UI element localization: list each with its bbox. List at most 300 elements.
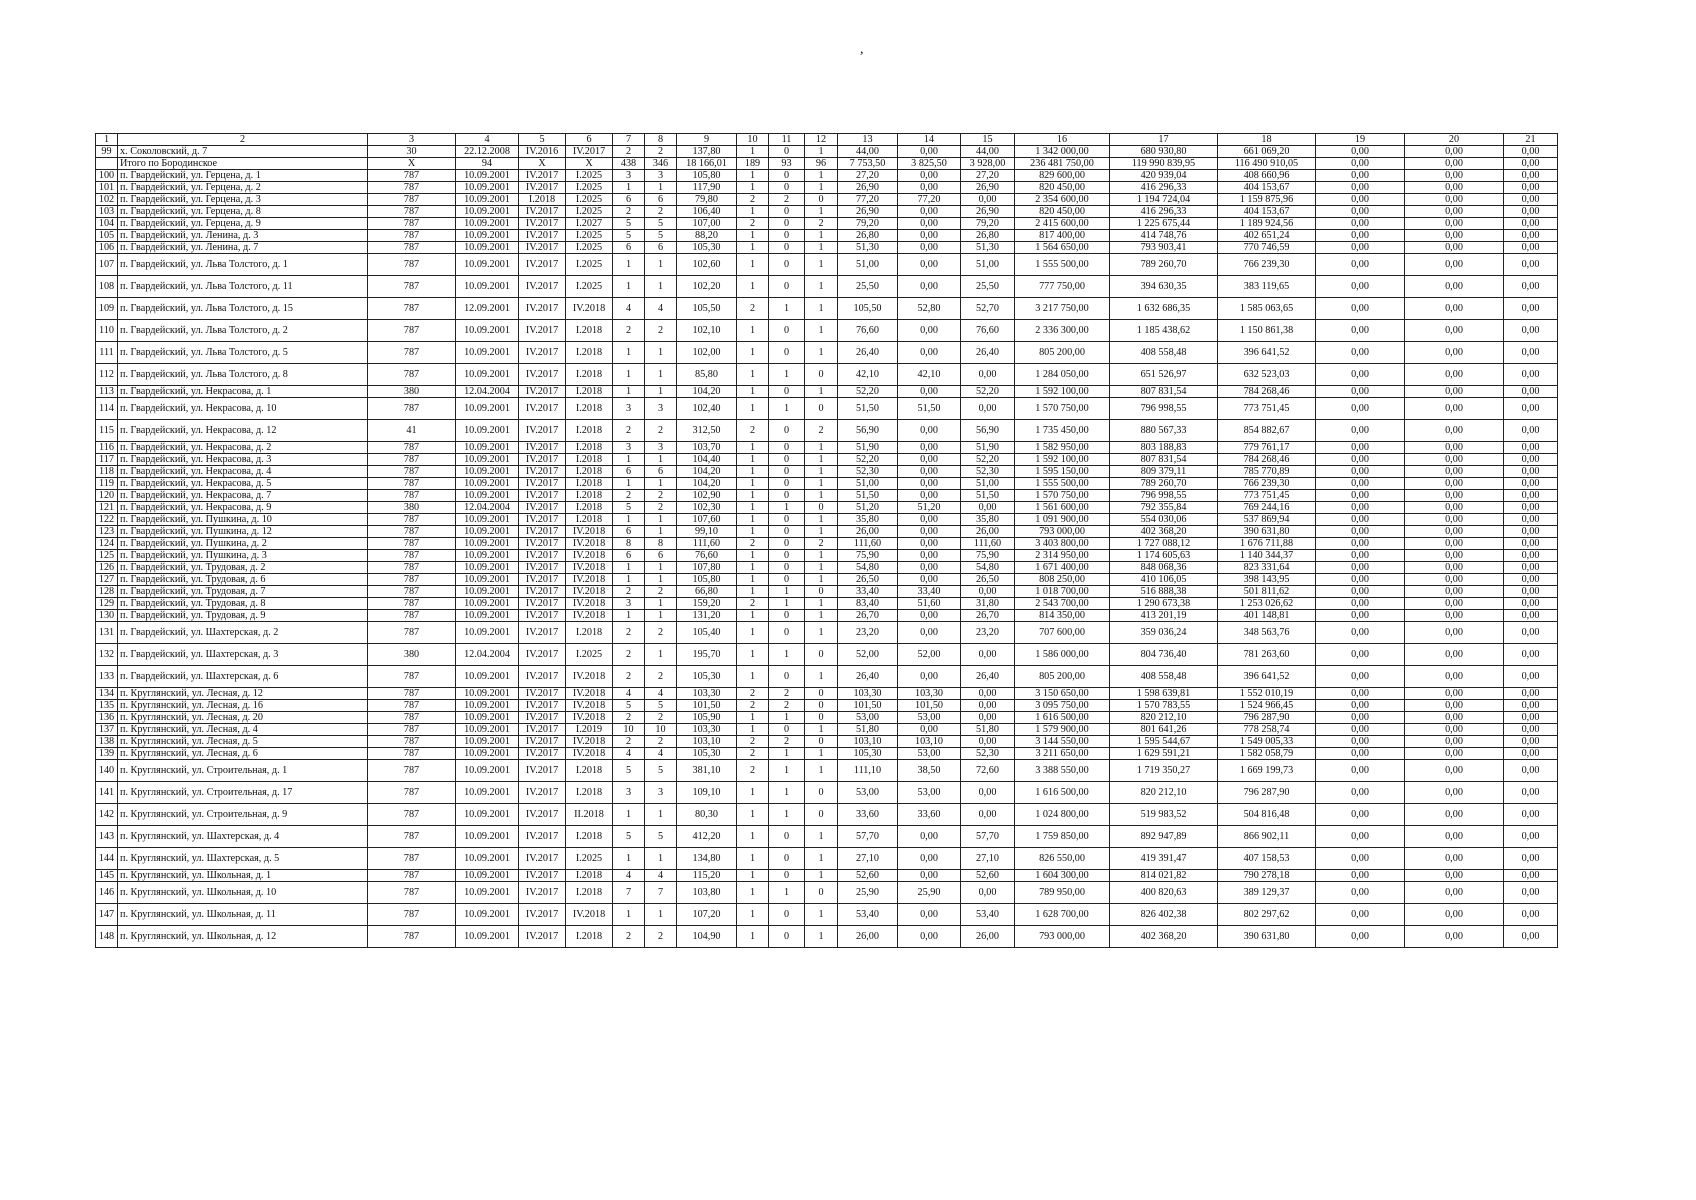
table-cell: 124 (96, 538, 118, 550)
table-cell: 1 (805, 182, 838, 194)
table-cell: 1 (645, 804, 677, 826)
table-cell: 2 (737, 700, 769, 712)
table-cell: 0,00 (1504, 364, 1558, 386)
table-cell: 787 (368, 194, 456, 206)
table-cell: 0,00 (961, 364, 1015, 386)
table-cell: 0,00 (1316, 242, 1405, 254)
table-cell: 51,50 (838, 398, 898, 420)
table-cell: 1 (805, 320, 838, 342)
table-row (96, 586, 1558, 598)
table-cell: 0,00 (1504, 882, 1558, 904)
table-cell: 778 258,74 (1218, 724, 1316, 736)
table-cell: 0,00 (1504, 610, 1558, 622)
table-cell: 6 (645, 466, 677, 478)
table-cell: 23,20 (961, 622, 1015, 644)
table-cell: 33,60 (898, 804, 961, 826)
table-cell: 787 (368, 666, 456, 688)
table-cell: 10.09.2001 (456, 170, 519, 182)
table-cell: I.2018 (566, 502, 613, 514)
table-cell: 6 (613, 242, 645, 254)
table-cell: 0,00 (1405, 724, 1504, 736)
table-cell: IV.2018 (566, 666, 613, 688)
table-row (96, 276, 1558, 298)
table-cell: 0,00 (1316, 760, 1405, 782)
table-cell: 0,00 (1405, 514, 1504, 526)
table-cell: I.2025 (566, 644, 613, 666)
address-cell: п. Круглянский, ул. Лесная, д. 6 (118, 748, 368, 760)
table-cell: 1 (737, 398, 769, 420)
column-number-cell: 15 (961, 134, 1015, 146)
table-cell: 826 550,00 (1015, 848, 1110, 870)
table-cell: 1 (645, 514, 677, 526)
table-cell: 793 000,00 (1015, 926, 1110, 948)
table-cell: 0,00 (1316, 736, 1405, 748)
table-cell: 1 (769, 804, 805, 826)
table-cell: 26,90 (838, 206, 898, 218)
table-cell: 104 (96, 218, 118, 230)
table-cell: 1 (737, 442, 769, 454)
table-cell: 51,80 (838, 724, 898, 736)
table-cell: IV.2017 (519, 562, 566, 574)
table-cell: 1 (737, 386, 769, 398)
table-cell: 113 (96, 386, 118, 398)
table-cell: 1 616 500,00 (1015, 782, 1110, 804)
table-cell: 1 (737, 622, 769, 644)
table-cell: 773 751,45 (1218, 490, 1316, 502)
table-cell: 0,00 (1504, 926, 1558, 948)
table-cell: 0,00 (1405, 712, 1504, 724)
table-cell: 789 260,70 (1110, 254, 1218, 276)
address-cell: п. Круглянский, ул. Строительная, д. 9 (118, 804, 368, 826)
table-cell: 4 (613, 298, 645, 320)
table-cell: 10.09.2001 (456, 538, 519, 550)
table-cell: 0,00 (1316, 562, 1405, 574)
table-cell: I.2025 (566, 848, 613, 870)
table-cell: 107,60 (677, 514, 737, 526)
table-cell: 1 (805, 926, 838, 948)
table-cell: 1 342 000,00 (1015, 146, 1110, 158)
table-cell: 53,40 (961, 904, 1015, 926)
table-row (96, 386, 1558, 398)
table-cell: IV.2017 (519, 182, 566, 194)
table-cell: 26,00 (961, 926, 1015, 948)
table-cell: 10.09.2001 (456, 230, 519, 242)
address-cell: п. Гвардейский, ул. Герцена, д. 2 (118, 182, 368, 194)
table-cell: 359 036,24 (1110, 622, 1218, 644)
table-cell: 1 140 344,37 (1218, 550, 1316, 562)
address-cell: п. Гвардейский, ул. Шахтерская, д. 6 (118, 666, 368, 688)
table-row (96, 926, 1558, 948)
table-cell: 2 (645, 926, 677, 948)
table-cell: 516 888,38 (1110, 586, 1218, 598)
table-cell: 808 250,00 (1015, 574, 1110, 586)
table-cell: IV.2017 (519, 870, 566, 882)
table-cell: 0,00 (1405, 254, 1504, 276)
table-cell: 10.09.2001 (456, 782, 519, 804)
table-cell: 104,20 (677, 386, 737, 398)
table-row (96, 848, 1558, 870)
table-cell: 1 (805, 610, 838, 622)
table-cell: 1 555 500,00 (1015, 254, 1110, 276)
table-row (96, 724, 1558, 736)
table-cell: 0,00 (898, 254, 961, 276)
table-cell: 10.09.2001 (456, 826, 519, 848)
table-cell: 2 (645, 206, 677, 218)
table-cell: 0,00 (1316, 826, 1405, 848)
table-cell: 1 (645, 644, 677, 666)
table-cell: 0,00 (1504, 666, 1558, 688)
table-cell: 0,00 (961, 398, 1015, 420)
table-cell: IV.2018 (566, 526, 613, 538)
table-cell: 1 595 150,00 (1015, 466, 1110, 478)
table-cell: 129 (96, 598, 118, 610)
table-cell: 10.09.2001 (456, 666, 519, 688)
table-cell: 10.09.2001 (456, 760, 519, 782)
table-cell: 0 (769, 230, 805, 242)
table-cell: 136 (96, 712, 118, 724)
address-cell: п. Круглянский, ул. Лесная, д. 20 (118, 712, 368, 724)
table-row (96, 736, 1558, 748)
table-cell: 0,00 (1504, 526, 1558, 538)
table-cell: 119 (96, 478, 118, 490)
table-cell: 236 481 750,00 (1015, 158, 1110, 170)
table-cell: 0,00 (1504, 206, 1558, 218)
table-cell: 787 (368, 490, 456, 502)
table-cell: 1 (805, 562, 838, 574)
table-cell: 0,00 (1316, 688, 1405, 700)
table-cell: 142 (96, 804, 118, 826)
table-cell: 0,00 (1405, 574, 1504, 586)
table-cell: 814 350,00 (1015, 610, 1110, 622)
table-cell: 1 570 750,00 (1015, 398, 1110, 420)
table-cell: 51,50 (961, 490, 1015, 502)
table-cell: 784 268,46 (1218, 454, 1316, 466)
table-cell: 0,00 (1504, 736, 1558, 748)
table-cell: IV.2017 (519, 466, 566, 478)
column-number-cell: 19 (1316, 134, 1405, 146)
address-cell: п. Круглянский, ул. Школьная, д. 12 (118, 926, 368, 948)
table-cell: I.2018 (566, 342, 613, 364)
table-cell: 0 (769, 926, 805, 948)
table-cell: 122 (96, 514, 118, 526)
table-cell: 0,00 (1405, 490, 1504, 502)
table-cell: 1 (737, 826, 769, 848)
table-cell: 26,90 (838, 182, 898, 194)
table-cell: 1 (769, 882, 805, 904)
table-cell: IV.2017 (519, 170, 566, 182)
table-cell: 796 287,90 (1218, 712, 1316, 724)
table-cell: 132 (96, 644, 118, 666)
table-cell: 390 631,80 (1218, 526, 1316, 538)
table-cell: 102,40 (677, 398, 737, 420)
table-cell: 1 091 900,00 (1015, 514, 1110, 526)
table-cell: 2 (737, 420, 769, 442)
table-row (96, 218, 1558, 230)
table-cell: 1 (737, 574, 769, 586)
table-cell: 0,00 (1504, 454, 1558, 466)
column-number-cell: 7 (613, 134, 645, 146)
table-cell: 38,50 (898, 760, 961, 782)
table-cell: 0,00 (961, 736, 1015, 748)
table-cell: 1 (805, 276, 838, 298)
table-cell: 0,00 (1316, 644, 1405, 666)
table-row (96, 688, 1558, 700)
table-cell: 126 (96, 562, 118, 574)
table-cell: 1 (805, 454, 838, 466)
table-cell: 0,00 (961, 712, 1015, 724)
table-cell: 189 (737, 158, 769, 170)
table-cell: 105,50 (677, 298, 737, 320)
table-cell: 787 (368, 870, 456, 882)
table-cell: IV.2018 (566, 736, 613, 748)
table-cell: 1 549 005,33 (1218, 736, 1316, 748)
table-cell: 0,00 (961, 804, 1015, 826)
table-cell: I.2018 (566, 398, 613, 420)
table-cell: 83,40 (838, 598, 898, 610)
table-row (96, 826, 1558, 848)
table-cell: 0,00 (1405, 748, 1504, 760)
table-cell: 120 (96, 490, 118, 502)
address-cell: п. Гвардейский, ул. Ленина, д. 3 (118, 230, 368, 242)
table-cell: 1 284 050,00 (1015, 364, 1110, 386)
table-cell: 0,00 (1405, 804, 1504, 826)
table-cell: 1 (805, 826, 838, 848)
table-cell: 787 (368, 466, 456, 478)
table-cell: 85,80 (677, 364, 737, 386)
table-cell: 0 (769, 276, 805, 298)
table-cell: 2 (737, 218, 769, 230)
table-cell: 106 (96, 242, 118, 254)
address-cell: х. Соколовский, д. 7 (118, 146, 368, 158)
table-cell: 10.09.2001 (456, 748, 519, 760)
table-cell: IV.2018 (566, 586, 613, 598)
table-cell: 130 (96, 610, 118, 622)
table-cell: IV.2017 (519, 904, 566, 926)
table-cell: 1 676 711,88 (1218, 538, 1316, 550)
table-cell: 10.09.2001 (456, 364, 519, 386)
table-cell: IV.2017 (519, 700, 566, 712)
table-cell: 0,00 (898, 538, 961, 550)
table-cell: 2 (645, 622, 677, 644)
table-cell: 51,00 (961, 478, 1015, 490)
table-cell: 0,00 (898, 442, 961, 454)
address-cell: Итого по Бородинское (118, 158, 368, 170)
table-row (96, 490, 1558, 502)
table-cell: 0,00 (1316, 454, 1405, 466)
table-cell: 1 592 100,00 (1015, 454, 1110, 466)
table-cell: 787 (368, 182, 456, 194)
table-cell: 105,40 (677, 622, 737, 644)
table-cell: IV.2017 (519, 276, 566, 298)
table-cell: 0,00 (1504, 622, 1558, 644)
table-row (96, 562, 1558, 574)
table-cell: 866 902,11 (1218, 826, 1316, 848)
table-cell: 504 816,48 (1218, 804, 1316, 826)
table-cell: 0,00 (898, 562, 961, 574)
table-cell: 5 (613, 218, 645, 230)
table-cell: I.2025 (566, 254, 613, 276)
table-cell: 143 (96, 826, 118, 848)
table-cell: 137,80 (677, 146, 737, 158)
table-cell: 787 (368, 622, 456, 644)
table-cell: 134,80 (677, 848, 737, 870)
table-cell: 102 (96, 194, 118, 206)
table-cell: 79,20 (961, 218, 1015, 230)
address-cell: п. Гвардейский, ул. Шахтерская, д. 3 (118, 644, 368, 666)
table-cell: 51,20 (838, 502, 898, 514)
table-cell: 2 (769, 194, 805, 206)
column-number-row (96, 134, 1558, 146)
table-cell: 0 (769, 386, 805, 398)
table-cell: 1 185 438,62 (1110, 320, 1218, 342)
table-cell: 2 (737, 748, 769, 760)
table-cell: 0,00 (1405, 420, 1504, 442)
table-cell: 796 287,90 (1218, 782, 1316, 804)
table-cell: 5 (613, 230, 645, 242)
table-cell: 0,00 (1316, 622, 1405, 644)
table-cell: 2 (737, 736, 769, 748)
table-cell: I.2025 (566, 206, 613, 218)
table-cell: 1 (769, 364, 805, 386)
table-cell: 103,80 (677, 882, 737, 904)
table-cell: 0 (805, 586, 838, 598)
table-cell: 0,00 (898, 724, 961, 736)
table-cell: 0,00 (1316, 146, 1405, 158)
table-cell: 6 (613, 194, 645, 206)
table-cell: 787 (368, 848, 456, 870)
table-cell: 10.09.2001 (456, 478, 519, 490)
table-cell: 0,00 (1316, 320, 1405, 342)
table-cell: 0,00 (1405, 562, 1504, 574)
address-cell: п. Гвардейский, ул. Герцена, д. 1 (118, 170, 368, 182)
table-cell: 12.09.2001 (456, 298, 519, 320)
table-cell: 0,00 (961, 502, 1015, 514)
table-row (96, 242, 1558, 254)
table-cell: IV.2017 (519, 478, 566, 490)
table-cell: 10.09.2001 (456, 218, 519, 230)
table-cell: 0,00 (1504, 502, 1558, 514)
table-cell: 1 (805, 598, 838, 610)
table-cell: 103,10 (838, 736, 898, 748)
address-cell: п. Круглянский, ул. Строительная, д. 1 (118, 760, 368, 782)
table-cell: 77,20 (898, 194, 961, 206)
table-cell: 0 (769, 550, 805, 562)
table-cell: 112 (96, 364, 118, 386)
table-cell: IV.2017 (519, 666, 566, 688)
table-cell: 1 (645, 848, 677, 870)
table-cell: 10.09.2001 (456, 242, 519, 254)
table-cell: 0 (769, 622, 805, 644)
table-cell: 116 490 910,05 (1218, 158, 1316, 170)
table-cell: 787 (368, 242, 456, 254)
table-cell: 1 579 900,00 (1015, 724, 1110, 736)
table-cell: 0,00 (1316, 610, 1405, 622)
table-cell: 1 (737, 782, 769, 804)
table-cell: 3 403 800,00 (1015, 538, 1110, 550)
address-cell: п. Гвардейский, ул. Некрасова, д. 1 (118, 386, 368, 398)
table-cell: 10.09.2001 (456, 712, 519, 724)
table-row (96, 782, 1558, 804)
table-cell: 0 (805, 398, 838, 420)
table-cell: 5 (645, 700, 677, 712)
table-cell: 3 (645, 782, 677, 804)
table-cell: IV.2017 (519, 550, 566, 562)
table-cell: 0,00 (1405, 610, 1504, 622)
table-cell: 0,00 (961, 644, 1015, 666)
table-cell: 1 616 500,00 (1015, 712, 1110, 724)
table-cell: 0,00 (1504, 158, 1558, 170)
table-cell: 0,00 (898, 514, 961, 526)
table-cell: I.2018 (566, 442, 613, 454)
table-cell: 1 (737, 254, 769, 276)
table-cell: 0,00 (1405, 688, 1504, 700)
table-cell: 105,90 (677, 712, 737, 724)
table-row (96, 538, 1558, 550)
table-cell: 26,40 (961, 666, 1015, 688)
table-cell: I.2018 (566, 826, 613, 848)
table-cell: 111,60 (961, 538, 1015, 550)
table-cell: 1 (805, 490, 838, 502)
table-cell: 6 (645, 242, 677, 254)
table-cell: 51,60 (898, 598, 961, 610)
table-cell: 787 (368, 526, 456, 538)
table-cell: 10.09.2001 (456, 574, 519, 586)
address-cell: п. Гвардейский, ул. Герцена, д. 8 (118, 206, 368, 218)
table-cell: 1 (737, 586, 769, 598)
table-cell: 0 (769, 826, 805, 848)
table-cell: 829 600,00 (1015, 170, 1110, 182)
table-cell: 135 (96, 700, 118, 712)
table-cell: 0,00 (1316, 724, 1405, 736)
table-cell: 5 (645, 760, 677, 782)
table-cell: IV.2017 (519, 490, 566, 502)
column-number-cell: 9 (677, 134, 737, 146)
table-cell: 3 (645, 170, 677, 182)
table-cell: 10.09.2001 (456, 562, 519, 574)
table-cell: 10.09.2001 (456, 870, 519, 882)
table-cell: 1 (613, 386, 645, 398)
table-cell: 0,00 (1316, 514, 1405, 526)
table-cell: 0,00 (1405, 320, 1504, 342)
table-cell: Х (519, 158, 566, 170)
table-cell: 10.09.2001 (456, 276, 519, 298)
table-cell: 44,00 (838, 146, 898, 158)
table-cell: 0,00 (1504, 700, 1558, 712)
table-cell: IV.2018 (566, 574, 613, 586)
table-cell: 787 (368, 230, 456, 242)
table-cell: 51,90 (838, 442, 898, 454)
table-cell: 787 (368, 170, 456, 182)
table-cell: 787 (368, 254, 456, 276)
table-cell: 1 (805, 342, 838, 364)
table-cell: 118 (96, 466, 118, 478)
table-cell: 10.09.2001 (456, 550, 519, 562)
table-cell: 0 (805, 804, 838, 826)
table-row (96, 182, 1558, 194)
table-cell: 26,80 (961, 230, 1015, 242)
table-cell: 0 (769, 146, 805, 158)
table-cell: 1 (645, 574, 677, 586)
table-cell: 880 567,33 (1110, 420, 1218, 442)
table-row (96, 158, 1558, 170)
table-cell: 0,00 (1405, 242, 1504, 254)
table-cell: 6 (645, 550, 677, 562)
table-cell: 131,20 (677, 610, 737, 622)
table-cell: 52,30 (838, 466, 898, 478)
table-cell: 0,00 (1405, 342, 1504, 364)
table-cell: 0,00 (1316, 538, 1405, 550)
address-cell: п. Гвардейский, ул. Пушкина, д. 3 (118, 550, 368, 562)
